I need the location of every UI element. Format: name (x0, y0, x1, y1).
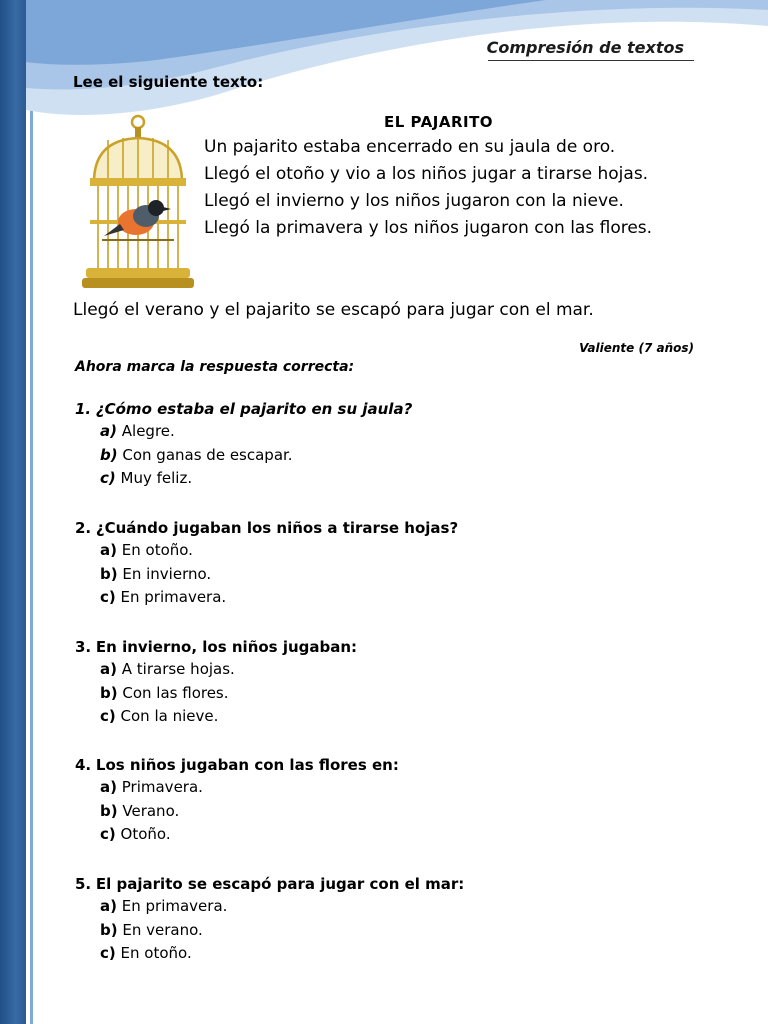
header-underline (488, 60, 694, 61)
option-letter: c) (100, 469, 116, 487)
question-5 (75, 873, 464, 966)
option-text: Con ganas de escapar. (122, 445, 293, 464)
story-line: Llegó el invierno y los niños jugaron con la nieve. (204, 191, 624, 211)
option-text: A tirarse hojas. (121, 660, 235, 678)
question-number: 3. (75, 638, 92, 656)
answer-option[interactable] (100, 467, 412, 491)
question-text: ¿Cuándo jugaban los niños a tirarse hojas? (95, 519, 459, 537)
header-title: Compresión de textos (486, 38, 684, 57)
option-text: En primavera. (121, 897, 228, 915)
option-text: En verano. (122, 920, 203, 939)
question-text: Los niños jugaban con las flores en: (95, 756, 399, 774)
left-decorative-bar (0, 0, 26, 1024)
story-author: Valiente (7 años) (579, 341, 694, 355)
option-text: Con las flores. (122, 683, 229, 702)
option-letter: b) (100, 801, 118, 820)
option-letter: c) (100, 825, 116, 843)
answer-option[interactable] (100, 895, 464, 919)
answer-option[interactable] (100, 420, 412, 444)
answer-option[interactable] (100, 682, 357, 706)
option-text: En otoño. (121, 541, 193, 559)
option-letter: a) (100, 422, 117, 440)
option-letter: b) (100, 445, 118, 464)
question-text: El pajarito se escapó para jugar con el mar: (95, 875, 465, 893)
story-line: Un pajarito estaba encerrado en su jaula de oro. (204, 137, 616, 157)
question-2 (75, 517, 458, 610)
option-letter: c) (100, 944, 116, 962)
answer-option[interactable] (100, 586, 458, 610)
option-letter: c) (100, 707, 116, 725)
option-letter: b) (100, 564, 118, 583)
option-text: Primavera. (121, 778, 203, 796)
answer-option[interactable] (100, 942, 464, 966)
option-text: Otoño. (120, 825, 171, 843)
question-text: En invierno, los niños jugaban: (95, 638, 358, 656)
instruction-text: Ahora marca la respuesta correcta: (75, 359, 355, 375)
question-number: 2. (75, 519, 92, 537)
story-last-line: Llegó el verano y el pajarito se escapó para jugar con el mar. (73, 300, 594, 320)
story-title: EL PAJARITO (384, 113, 494, 131)
story-line: Llegó el otoño y vio a los niños jugar a tirarse hojas. (204, 164, 649, 184)
answer-option[interactable] (100, 658, 357, 682)
option-letter: a) (100, 778, 117, 796)
option-letter: c) (100, 588, 116, 606)
answer-option[interactable] (100, 800, 399, 824)
question-4 (75, 754, 399, 847)
option-letter: a) (100, 897, 117, 915)
option-letter: a) (100, 541, 117, 559)
option-text: Muy feliz. (120, 469, 193, 487)
intro-label: Lee el siguiente texto: (73, 73, 264, 91)
option-text: Con la nieve. (120, 707, 219, 725)
answer-option[interactable] (100, 563, 458, 587)
option-text: En otoño. (120, 944, 192, 962)
option-letter: b) (100, 920, 118, 939)
birdcage-illustration (80, 112, 196, 294)
left-decorative-line (30, 0, 33, 1024)
option-letter: a) (100, 660, 117, 678)
question-text: ¿Cómo estaba el pajarito en su jaula? (95, 400, 413, 418)
answer-option[interactable] (100, 444, 412, 468)
answer-option[interactable] (100, 776, 399, 800)
question-number: 4. (75, 756, 92, 774)
question-1 (75, 398, 412, 491)
question-3 (75, 636, 357, 729)
question-number: 1. (75, 400, 92, 418)
story-text (204, 134, 694, 242)
answer-option[interactable] (100, 919, 464, 943)
option-text: En invierno. (122, 564, 212, 583)
answer-option[interactable] (100, 705, 357, 729)
option-text: En primavera. (120, 588, 227, 606)
question-number: 5. (75, 875, 92, 893)
option-text: Alegre. (121, 422, 175, 440)
option-letter: b) (100, 683, 118, 702)
story-line: Llegó la primavera y los niños jugaron con las flores. (204, 218, 653, 238)
answer-option[interactable] (100, 823, 399, 847)
answer-option[interactable] (100, 539, 458, 563)
option-text: Verano. (122, 801, 180, 820)
